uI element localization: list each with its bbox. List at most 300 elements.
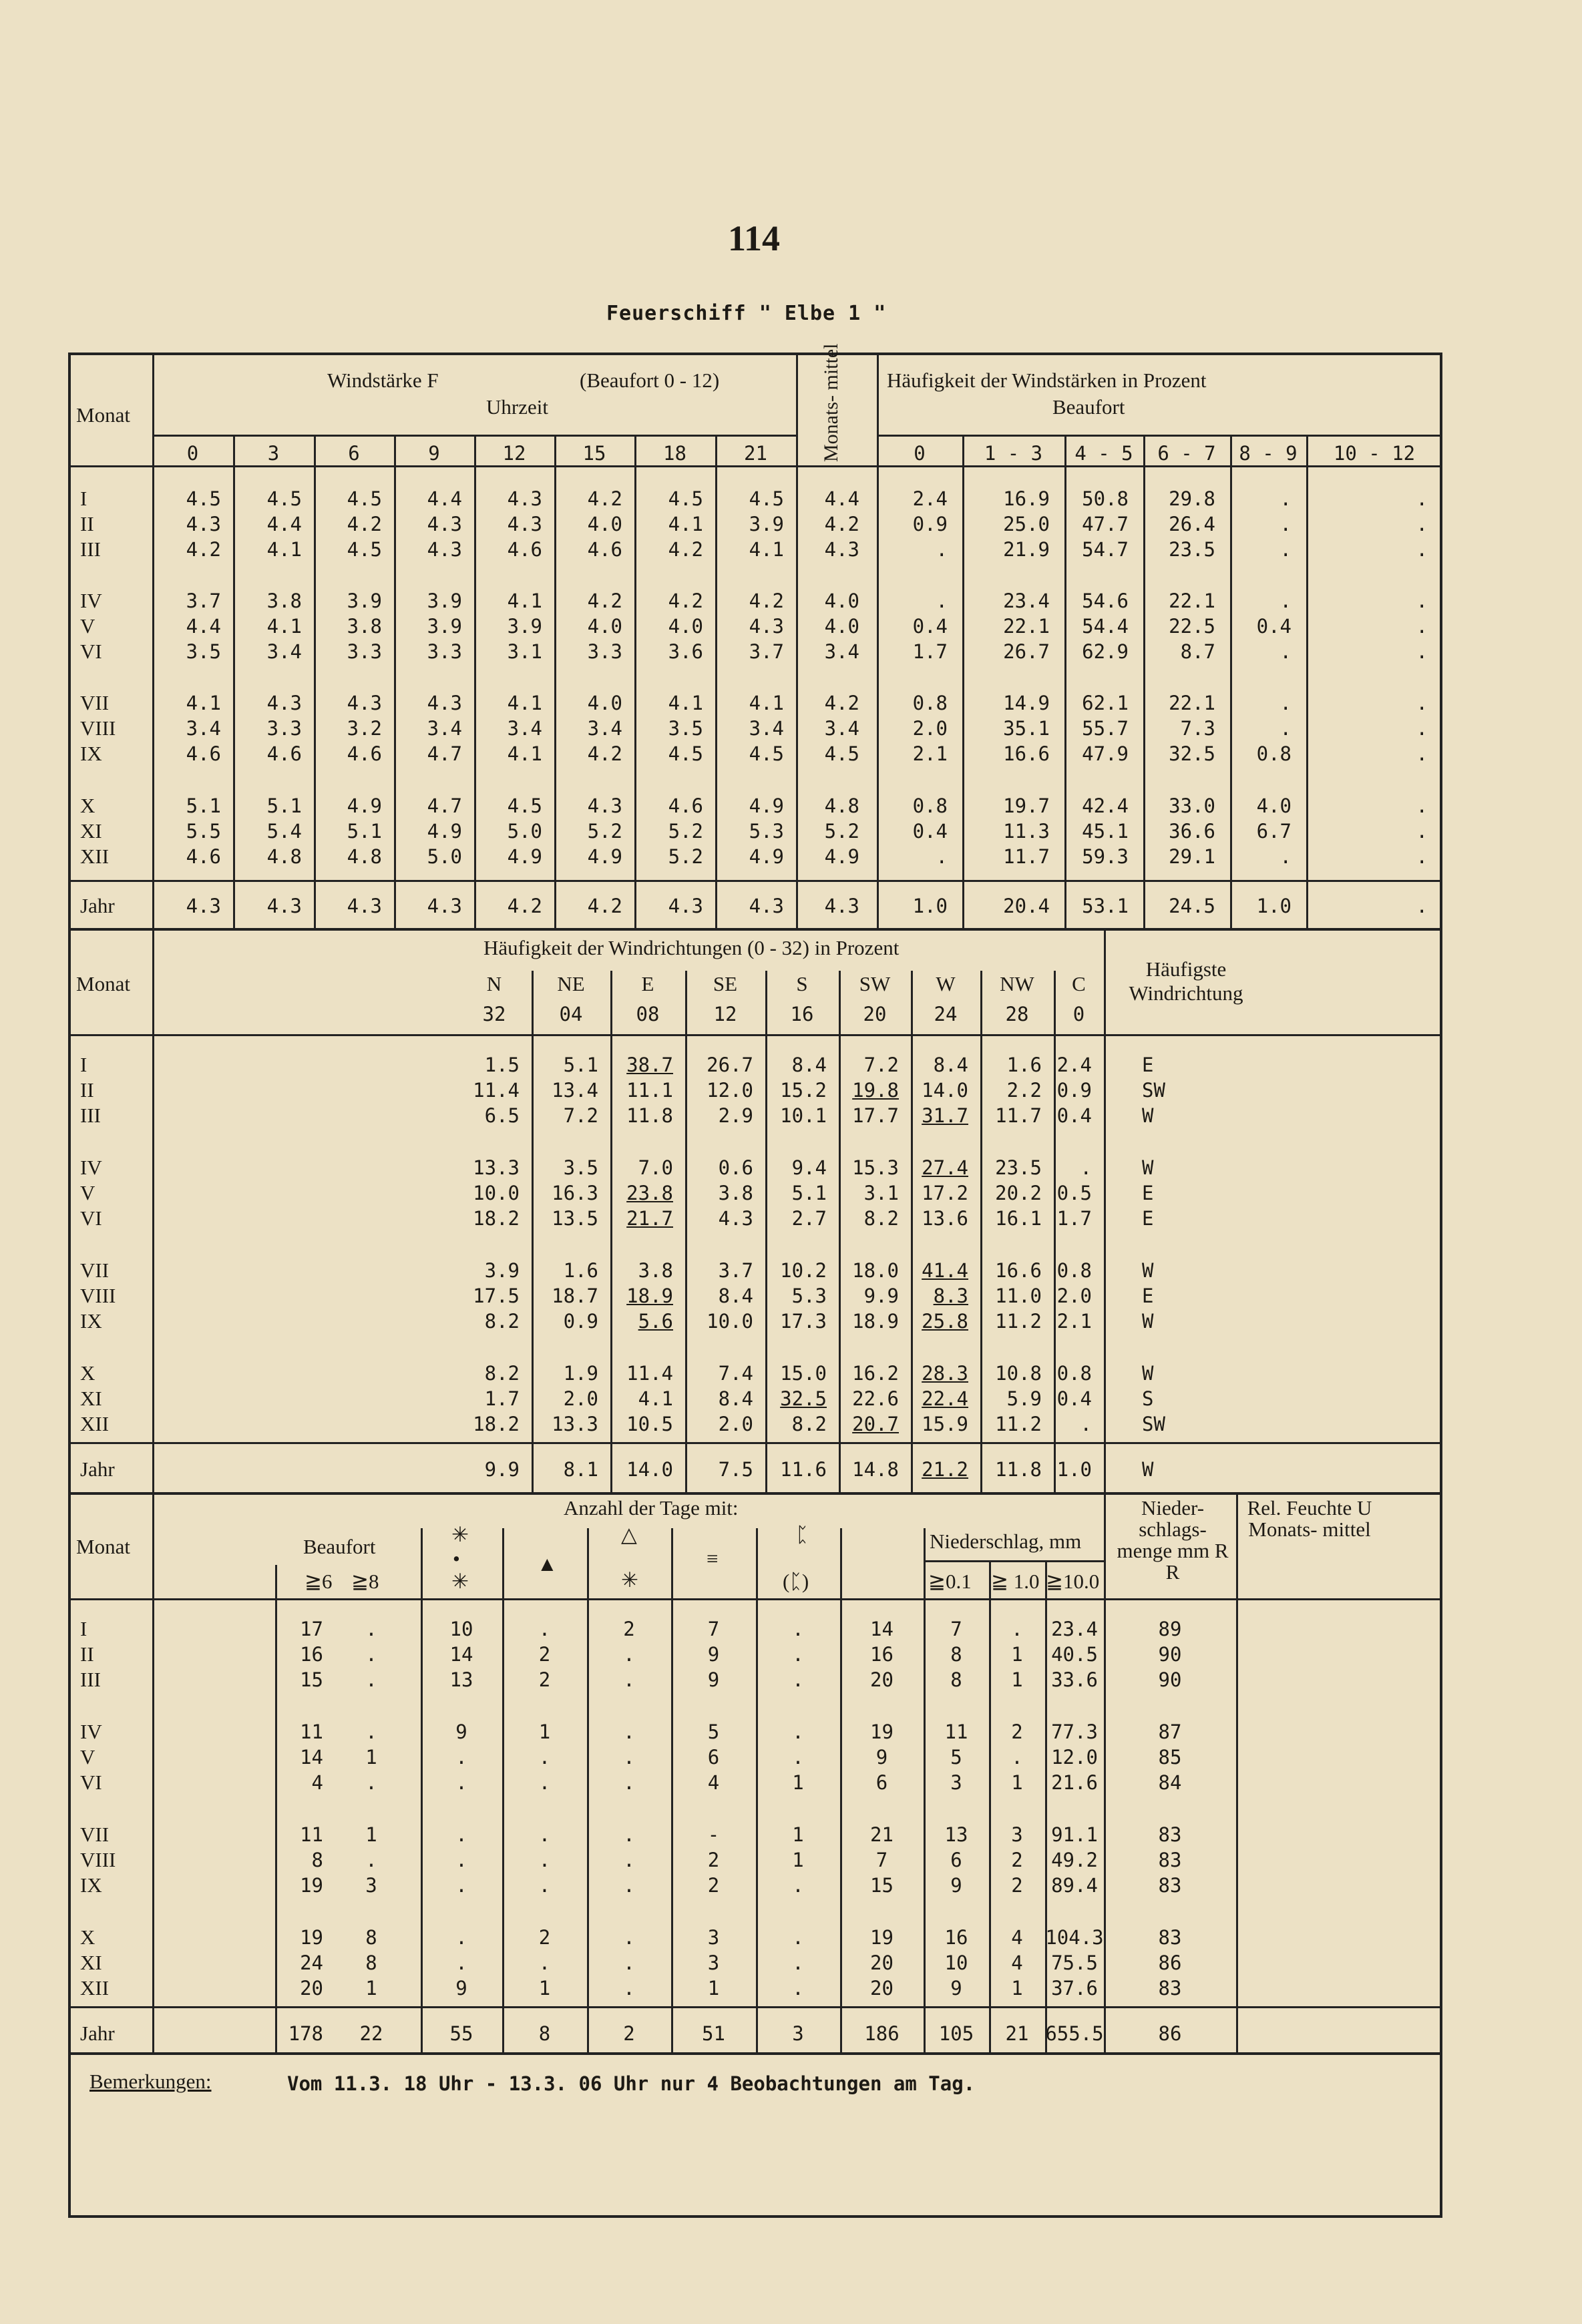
frequency-cell: 1.0 xyxy=(1256,895,1292,917)
frequency-cell: 53.1 xyxy=(1082,895,1129,917)
direction-frequency-cell: 13.3 xyxy=(473,1156,520,1179)
direction-frequency-cell: 14.8 xyxy=(852,1458,899,1481)
t1-windstaerke-header: Windstärke F xyxy=(327,369,439,392)
wind-strength-cell: 4.3 3.4 4.7 xyxy=(427,692,462,765)
weather-days-cell: 91.1 49.2 89.4 xyxy=(1051,1823,1098,1897)
weather-days-cell: 55 xyxy=(449,2022,473,2045)
wind-direction-table xyxy=(71,931,1440,1495)
direction-frequency-cell: 0.6 xyxy=(718,1156,753,1179)
direction-frequency-cell: 18.9 xyxy=(626,1285,673,1307)
weather-days-cell: 2 . . xyxy=(623,1618,635,1691)
direction-code: 28 xyxy=(1005,1003,1029,1025)
wind-strength-cell: 3.9 3.8 3.3 xyxy=(347,590,382,663)
direction-frequency-cell: 2.0 xyxy=(718,1413,753,1435)
weather-days-cell: 3 2 2 xyxy=(1011,1823,1023,1897)
direction-frequency-cell: 3.7 xyxy=(718,1259,753,1282)
direction-frequency-cell: 1.6 xyxy=(563,1259,598,1282)
hour-header: 6 xyxy=(348,442,360,465)
direction-frequency-cell: 18.2 xyxy=(473,1413,520,1435)
weather-days-cell: . . 9 xyxy=(455,1926,467,2000)
snow-icon: ✳ xyxy=(451,1523,469,1546)
direction-frequency-cell: 2.0 xyxy=(563,1387,598,1410)
wind-strength-cell: 4.5 4.3 4.2 xyxy=(186,487,221,561)
weather-days-cell: - 2 2 xyxy=(707,1823,720,1897)
direction-frequency-cell: 3.1 xyxy=(863,1182,899,1204)
direction-frequency-cell: 6.5 xyxy=(484,1104,520,1127)
wind-strength-cell: 3.9 3.9 3.3 xyxy=(427,590,462,663)
wind-strength-cell: 5.1 5.5 4.6 xyxy=(186,794,221,868)
direction-frequency-cell: 19.8 xyxy=(852,1079,899,1102)
direction-frequency-cell: 11.8 xyxy=(995,1458,1042,1481)
wind-strength-cell: 4.5 3.9 4.1 xyxy=(749,487,784,561)
weather-days-cell: . . . xyxy=(623,1926,635,2000)
direction-frequency-cell: 2.1 xyxy=(1056,1310,1092,1333)
weather-days-cell: 104.3 75.5 37.6 xyxy=(1045,1926,1104,2000)
direction-code: 20 xyxy=(863,1003,887,1025)
direction-frequency-cell: 3.5 xyxy=(563,1156,598,1179)
direction-frequency-cell: 11.4 xyxy=(626,1362,673,1385)
direction-header: NW xyxy=(1000,972,1034,995)
monthly-mean-cell: 4.3 xyxy=(824,895,859,917)
weather-days-cell: 77.3 12.0 21.6 xyxy=(1051,1720,1098,1794)
weather-days-cell: 89 90 90 xyxy=(1158,1618,1182,1691)
direction-frequency-cell: 0.4 xyxy=(1056,1387,1092,1410)
monthly-mean-cell: 4.8 5.2 4.9 xyxy=(824,794,859,868)
weather-days-cell: 178 xyxy=(288,2022,323,2045)
year-label: Jahr xyxy=(80,1457,115,1481)
direction-frequency-cell: 18.7 xyxy=(552,1285,598,1307)
frequency-cell: 24.5 xyxy=(1169,895,1215,917)
hour-header: 12 xyxy=(502,442,526,465)
direction-header: S xyxy=(796,972,808,995)
direction-frequency-cell: 17.5 xyxy=(473,1285,520,1307)
beaufort-class-header: 8 - 9 xyxy=(1239,442,1298,465)
direction-frequency-cell: 2.7 xyxy=(791,1207,827,1230)
direction-frequency-cell: 5.6 xyxy=(638,1310,673,1333)
direction-frequency-cell: 18.0 xyxy=(852,1259,899,1282)
weather-days-cell: 2 . 1 xyxy=(1011,1720,1023,1794)
direction-header: E xyxy=(641,972,654,995)
month-label: I II III xyxy=(80,1617,101,1691)
direction-frequency-cell: 8.2 xyxy=(791,1413,827,1435)
wind-strength-cell: 4.3 xyxy=(347,895,382,917)
direction-header: W xyxy=(936,972,956,995)
direction-frequency-cell: 20.2 xyxy=(995,1182,1042,1204)
hour-header: 21 xyxy=(744,442,767,465)
direction-frequency-cell: 18.9 xyxy=(852,1310,899,1333)
direction-frequency-cell: 1.0 xyxy=(1056,1458,1092,1481)
page-number: 114 xyxy=(728,218,781,258)
wind-strength-cell: 4.3 5.2 4.9 xyxy=(587,794,622,868)
monthly-mean-cell: 4.2 3.4 4.5 xyxy=(824,692,859,765)
frequency-cell: 33.0 36.6 29.1 xyxy=(1169,794,1215,868)
direction-code: 24 xyxy=(934,1003,958,1025)
frequency-cell: . 0.4 1.7 xyxy=(912,590,948,663)
direction-frequency-cell: 18.2 xyxy=(473,1207,520,1230)
weather-days-cell: 1 . . xyxy=(538,1720,551,1794)
wind-strength-cell: 4.5 4.1 4.2 xyxy=(668,487,703,561)
direction-frequency-cell: 13.3 xyxy=(552,1413,598,1435)
direction-frequency-cell: 13.5 xyxy=(552,1207,598,1230)
t3-monat-header: Monat xyxy=(76,1535,130,1558)
t3-n10-header: ≧ 1.0 xyxy=(991,1570,1040,1593)
wind-strength-cell: 4.7 4.9 5.0 xyxy=(427,794,462,868)
weather-days-cell: 7 8 8 xyxy=(950,1618,962,1691)
direction-frequency-cell: 4.3 xyxy=(718,1207,753,1230)
wind-strength-cell: 5.1 5.4 4.8 xyxy=(266,794,302,868)
direction-frequency-cell: 11.6 xyxy=(780,1458,827,1481)
frequency-cell: 0.8 0.4 . xyxy=(912,794,948,868)
month-label: I II III xyxy=(80,487,101,561)
direction-frequency-cell: 12.0 xyxy=(707,1079,753,1102)
direction-frequency-cell: 26.7 xyxy=(707,1054,753,1076)
frequency-cell: 1.0 xyxy=(912,895,948,917)
t3-bf6-header: ≧6 xyxy=(305,1570,333,1593)
month-label: X XI XII xyxy=(80,1361,110,1435)
t3-anzahl-header: Anzahl der Tage mit: xyxy=(564,1496,739,1520)
direction-frequency-cell: 32.5 xyxy=(780,1387,827,1410)
direction-code: 04 xyxy=(559,1003,583,1025)
direction-frequency-cell: 20.7 xyxy=(852,1413,899,1435)
direction-header: NE xyxy=(557,972,585,995)
direction-frequency-cell: 13.6 xyxy=(922,1207,968,1230)
direction-frequency-cell: 14.0 xyxy=(922,1079,968,1102)
direction-frequency-cell: 8.2 xyxy=(484,1310,520,1333)
monthly-mean-cell: 4.0 4.0 3.4 xyxy=(824,590,859,663)
weather-days-cell: 51 xyxy=(702,2022,725,2045)
direction-frequency-cell: 3.8 xyxy=(718,1182,753,1204)
direction-code: 32 xyxy=(482,1003,506,1025)
weather-days-cell: 8 xyxy=(538,2022,551,2045)
frequency-cell: 4.0 6.7 . xyxy=(1256,794,1292,868)
weather-days-cell: 105 xyxy=(938,2022,974,2045)
hour-header: 0 xyxy=(186,442,199,465)
weather-days-cell: 22 xyxy=(359,2022,383,2045)
month-label: X XI XII xyxy=(80,1925,110,2000)
weather-days-cell: 7 9 9 xyxy=(707,1618,720,1691)
direction-code: 08 xyxy=(636,1003,660,1025)
t1-beaufort-header: Beaufort xyxy=(1052,395,1125,419)
frequency-cell: 19.7 11.3 11.7 xyxy=(1003,794,1050,868)
wind-strength-cell: 4.3 3.3 4.6 xyxy=(266,692,302,765)
direction-frequency-cell: 8.2 xyxy=(484,1362,520,1385)
frequency-cell: 50.8 47.7 54.7 xyxy=(1082,487,1129,561)
t3-beaufort-header: Beaufort xyxy=(303,1535,376,1558)
wind-strength-cell: 3.8 4.1 3.4 xyxy=(266,590,302,663)
direction-frequency-cell: 15.9 xyxy=(922,1413,968,1435)
most-frequent-direction: W xyxy=(1142,1458,1154,1481)
frequency-cell: . . 0.8 xyxy=(1256,692,1292,765)
direction-frequency-cell: 17.2 xyxy=(922,1182,968,1204)
direction-frequency-cell: 14.0 xyxy=(626,1458,673,1481)
remarks-label: Bemerkungen: xyxy=(89,2070,212,2093)
document-title: Feuerschiff " Elbe 1 " xyxy=(606,302,887,325)
t3-bf8-header: ≧8 xyxy=(351,1570,379,1593)
direction-frequency-cell: 23.8 xyxy=(626,1182,673,1204)
weather-days-cell: 3 3 1 xyxy=(707,1926,720,2000)
frequency-cell: 29.8 26.4 23.5 xyxy=(1169,487,1215,561)
wind-strength-cell: 4.3 xyxy=(266,895,302,917)
weather-days-cell: 11 5 3 xyxy=(944,1720,968,1794)
direction-frequency-cell: 8.4 xyxy=(718,1387,753,1410)
direction-frequency-cell: 10.2 xyxy=(780,1259,827,1282)
direction-frequency-cell: 1.6 xyxy=(1006,1054,1042,1076)
beaufort-class-header: 4 - 5 xyxy=(1074,442,1133,465)
wind-strength-cell: 4.3 xyxy=(668,895,703,917)
direction-frequency-cell: 11.7 xyxy=(995,1104,1042,1127)
beaufort-class-header: 1 - 3 xyxy=(984,442,1043,465)
rain-dot-icon: • xyxy=(453,1547,460,1570)
direction-frequency-cell: 13.4 xyxy=(552,1079,598,1102)
direction-frequency-cell: 17.7 xyxy=(852,1104,899,1127)
t1-uhrzeit-header: Uhrzeit xyxy=(486,395,548,419)
direction-frequency-cell: 5.3 xyxy=(791,1285,827,1307)
weather-days-cell: 14 16 20 xyxy=(870,1618,894,1691)
wind-strength-cell: 4.1 3.4 4.5 xyxy=(749,692,784,765)
wind-strength-cell: 4.3 3.2 4.6 xyxy=(347,692,382,765)
direction-frequency-cell: 5.1 xyxy=(563,1054,598,1076)
snow-icon: ✳ xyxy=(451,1570,469,1593)
thunder-triangle-icon: △ xyxy=(621,1523,637,1546)
weather-days-cell: . 1 1 xyxy=(1011,1618,1023,1691)
direction-frequency-cell: 10.0 xyxy=(473,1182,520,1204)
direction-frequency-cell: 16.6 xyxy=(995,1259,1042,1282)
weather-days-cell: 1 . 3 xyxy=(365,1823,377,1897)
year-label: Jahr xyxy=(80,894,115,917)
frequency-cell: 23.4 22.1 26.7 xyxy=(1003,590,1050,663)
wind-strength-cell: 4.1 3.5 4.5 xyxy=(668,692,703,765)
weather-days-table xyxy=(71,1495,1440,2055)
direction-frequency-cell: 10.8 xyxy=(995,1362,1042,1385)
direction-frequency-cell: 8.4 xyxy=(791,1054,827,1076)
wind-strength-cell: 4.2 4.0 3.6 xyxy=(668,590,703,663)
direction-frequency-cell: 31.7 xyxy=(922,1104,968,1127)
direction-frequency-cell: 2.9 xyxy=(718,1104,753,1127)
direction-frequency-cell: . xyxy=(1080,1413,1092,1435)
weather-days-cell: 16 10 9 xyxy=(944,1926,968,2000)
direction-frequency-cell: 27.4 xyxy=(922,1156,968,1179)
frequency-cell: . . . xyxy=(1416,590,1428,663)
weather-days-cell: 2 . 1 xyxy=(538,1926,551,2000)
direction-frequency-cell: 16.2 xyxy=(852,1362,899,1385)
wind-strength-cell: 4.3 xyxy=(186,895,221,917)
direction-frequency-cell: 10.1 xyxy=(780,1104,827,1127)
frequency-cell: . . . xyxy=(1416,692,1428,765)
direction-frequency-cell: 16.3 xyxy=(552,1182,598,1204)
hour-header: 18 xyxy=(663,442,686,465)
direction-frequency-cell: 5.1 xyxy=(791,1182,827,1204)
weather-days-cell: . . . xyxy=(538,1823,551,1897)
weather-days-cell: . . . xyxy=(365,1618,377,1691)
frequency-cell: 62.1 55.7 47.9 xyxy=(1082,692,1129,765)
t3-niederschlag-header: Niederschlag, mm xyxy=(930,1530,1082,1553)
wind-strength-cell: 4.5 5.0 4.9 xyxy=(507,794,542,868)
weather-days-cell: 11 8 19 xyxy=(300,1823,323,1897)
direction-frequency-cell: 7.2 xyxy=(863,1054,899,1076)
weather-days-cell: 3 xyxy=(792,2022,804,2045)
direction-frequency-cell: 21.2 xyxy=(922,1458,968,1481)
direction-frequency-cell: 0.5 xyxy=(1056,1182,1092,1204)
weather-days-cell: 86 xyxy=(1158,2022,1182,2045)
beaufort-class-header: 10 - 12 xyxy=(1333,442,1416,465)
weather-days-cell: . . . xyxy=(623,1720,635,1794)
wind-strength-cell: 4.3 xyxy=(749,895,784,917)
wind-strength-cell: 4.2 xyxy=(507,895,542,917)
wind-strength-cell: 4.2 xyxy=(587,895,622,917)
wind-strength-cell: 4.0 3.4 4.2 xyxy=(587,692,622,765)
direction-header: N xyxy=(486,972,502,995)
direction-frequency-cell: 7.4 xyxy=(718,1362,753,1385)
direction-frequency-cell: 9.9 xyxy=(863,1285,899,1307)
direction-frequency-cell: 2.4 xyxy=(1056,1054,1092,1076)
direction-frequency-cell: 8.1 xyxy=(563,1458,598,1481)
month-label: X XI XII xyxy=(80,794,110,868)
month-label: IV V VI xyxy=(80,1720,102,1794)
weather-days-cell: 9 . . xyxy=(455,1720,467,1794)
frequency-cell: . . . xyxy=(1416,794,1428,868)
direction-frequency-cell: 22.4 xyxy=(922,1387,968,1410)
weather-days-cell: 19 9 6 xyxy=(870,1720,894,1794)
t3-n01-header: ≧0.1 xyxy=(928,1570,972,1593)
weather-days-cell: 87 85 84 xyxy=(1158,1720,1182,1794)
wind-strength-cell: 4.2 4.0 4.6 xyxy=(587,487,622,561)
frequency-cell: 0.8 2.0 2.1 xyxy=(912,692,948,765)
direction-frequency-cell: 21.7 xyxy=(626,1207,673,1230)
weather-days-cell: 8 8 1 xyxy=(365,1926,377,2000)
direction-frequency-cell: 7.0 xyxy=(638,1156,673,1179)
month-label: I II III xyxy=(80,1053,101,1127)
direction-code: 0 xyxy=(1072,1003,1085,1025)
weather-days-cell: . . . xyxy=(455,1823,467,1897)
direction-frequency-cell: 23.5 xyxy=(995,1156,1042,1179)
weather-days-cell: 17 16 15 xyxy=(300,1618,323,1691)
direction-frequency-cell: 1.7 xyxy=(484,1387,520,1410)
weather-days-cell: 19 24 20 xyxy=(300,1926,323,2000)
storm-paren-icon: (ᛈ) xyxy=(783,1570,809,1593)
weather-days-cell: 83 83 83 xyxy=(1158,1823,1182,1897)
frequency-cell: 16.9 25.0 21.9 xyxy=(1003,487,1050,561)
wind-strength-cell: 4.5 4.4 4.1 xyxy=(266,487,302,561)
month-label: VII VIII IX xyxy=(80,1823,116,1897)
t2-title: Häufigkeit der Windrichtungen (0 - 32) in Prozent xyxy=(483,936,900,959)
direction-frequency-cell: 11.4 xyxy=(473,1079,520,1102)
direction-code: 16 xyxy=(790,1003,814,1025)
direction-frequency-cell: 4.1 xyxy=(638,1387,673,1410)
direction-frequency-cell: 8.3 xyxy=(933,1285,968,1307)
direction-frequency-cell: 8.2 xyxy=(863,1207,899,1230)
year-label: Jahr xyxy=(80,2022,115,2045)
t2-monat-header: Monat xyxy=(76,972,130,995)
t3-feuchte-header: Rel. Feuchte U Monats- mittel xyxy=(1247,1496,1372,1541)
frequency-cell: 42.4 45.1 59.3 xyxy=(1082,794,1129,868)
data-frame xyxy=(68,343,1442,2218)
beaufort-class-header: 0 xyxy=(914,442,926,465)
storm-icon: ᛈ xyxy=(796,1523,809,1546)
weather-days-cell: 21 7 15 xyxy=(870,1823,894,1897)
month-label: VII VIII IX xyxy=(80,1258,116,1333)
weather-days-cell: 83 86 83 xyxy=(1158,1926,1182,2000)
month-label: IV V VI xyxy=(80,589,102,663)
weather-days-cell: 655.5 xyxy=(1045,2022,1104,2045)
frequency-cell: 14.9 35.1 16.6 xyxy=(1003,692,1050,765)
direction-frequency-cell: 11.8 xyxy=(626,1104,673,1127)
wind-strength-cell: 4.4 4.3 4.3 xyxy=(427,487,462,561)
direction-frequency-cell: 0.8 xyxy=(1056,1259,1092,1282)
direction-frequency-cell: 9.9 xyxy=(484,1458,520,1481)
t3-n100-header: ≧10.0 xyxy=(1046,1570,1100,1593)
t2-haeufigste-header: Häufigste Windrichtung xyxy=(1129,957,1243,1005)
thunder-snow-icon: ✳ xyxy=(621,1568,638,1592)
direction-header: C xyxy=(1072,972,1086,995)
direction-frequency-cell: . xyxy=(1080,1156,1092,1179)
direction-frequency-cell: 15.0 xyxy=(780,1362,827,1385)
direction-frequency-cell: 28.3 xyxy=(922,1362,968,1385)
wind-strength-cell: 4.1 3.4 4.6 xyxy=(186,692,221,765)
most-frequent-direction: W S SW xyxy=(1142,1362,1165,1435)
weather-days-cell: 19 20 20 xyxy=(870,1926,894,2000)
direction-code: 12 xyxy=(713,1003,737,1025)
direction-frequency-cell: 3.8 xyxy=(638,1259,673,1282)
t1-haeufigkeit-header: Häufigkeit der Windstärken in Prozent xyxy=(887,369,1207,392)
wind-strength-cell: 4.1 3.9 3.1 xyxy=(507,590,542,663)
weather-days-cell: . . . xyxy=(792,1618,804,1691)
direction-frequency-cell: 0.9 xyxy=(563,1310,598,1333)
t1-monat-header: Monat xyxy=(76,403,130,427)
direction-frequency-cell: 0.8 xyxy=(1056,1362,1092,1385)
weather-days-cell: 4 4 1 xyxy=(1011,1926,1023,2000)
wind-strength-cell: 4.9 5.1 4.8 xyxy=(347,794,382,868)
direction-frequency-cell: 3.9 xyxy=(484,1259,520,1282)
direction-frequency-cell: 15.3 xyxy=(852,1156,899,1179)
wind-strength-cell: 4.1 3.4 4.1 xyxy=(507,692,542,765)
month-label: IV V VI xyxy=(80,1156,102,1230)
most-frequent-direction: E SW W xyxy=(1142,1054,1165,1127)
direction-frequency-cell: 9.4 xyxy=(791,1156,827,1179)
wind-strength-cell: 3.7 4.4 3.5 xyxy=(186,590,221,663)
wind-strength-cell: 4.5 4.2 4.5 xyxy=(347,487,382,561)
direction-frequency-cell: 41.4 xyxy=(922,1259,968,1282)
weather-days-cell: 2 xyxy=(623,2022,635,2045)
direction-frequency-cell: 1.5 xyxy=(484,1054,520,1076)
direction-frequency-cell: 10.5 xyxy=(626,1413,673,1435)
hour-header: 3 xyxy=(267,442,280,465)
direction-frequency-cell: 5.9 xyxy=(1006,1387,1042,1410)
direction-frequency-cell: 38.7 xyxy=(626,1054,673,1076)
t1-beaufort-range: (Beaufort 0 - 12) xyxy=(580,369,720,392)
direction-frequency-cell: 11.2 xyxy=(995,1310,1042,1333)
wind-strength-table xyxy=(71,343,1440,931)
weather-days-cell: . . 1 xyxy=(792,1720,804,1794)
wind-strength-cell: 4.2 4.3 3.7 xyxy=(749,590,784,663)
frequency-cell: 22.1 7.3 32.5 xyxy=(1169,692,1215,765)
frequency-cell: 54.6 54.4 62.9 xyxy=(1082,590,1129,663)
direction-frequency-cell: 11.1 xyxy=(626,1079,673,1102)
frequency-cell: . 0.4 . xyxy=(1256,590,1292,663)
frequency-cell: . . . xyxy=(1416,487,1428,561)
direction-frequency-cell: 16.1 xyxy=(995,1207,1042,1230)
weather-days-cell: 23.4 40.5 33.6 xyxy=(1051,1618,1098,1691)
direction-header: SW xyxy=(859,972,891,995)
wind-strength-cell: 4.2 4.0 3.3 xyxy=(587,590,622,663)
weather-days-cell: 10 14 13 xyxy=(449,1618,473,1691)
direction-frequency-cell: 1.7 xyxy=(1056,1207,1092,1230)
direction-frequency-cell: 15.2 xyxy=(780,1079,827,1102)
wind-strength-cell: 4.3 xyxy=(427,895,462,917)
beaufort-class-header: 6 - 7 xyxy=(1157,442,1216,465)
direction-frequency-cell: 25.8 xyxy=(922,1310,968,1333)
weather-days-cell: . . . xyxy=(623,1823,635,1897)
frequency-cell: 20.4 xyxy=(1003,895,1050,917)
